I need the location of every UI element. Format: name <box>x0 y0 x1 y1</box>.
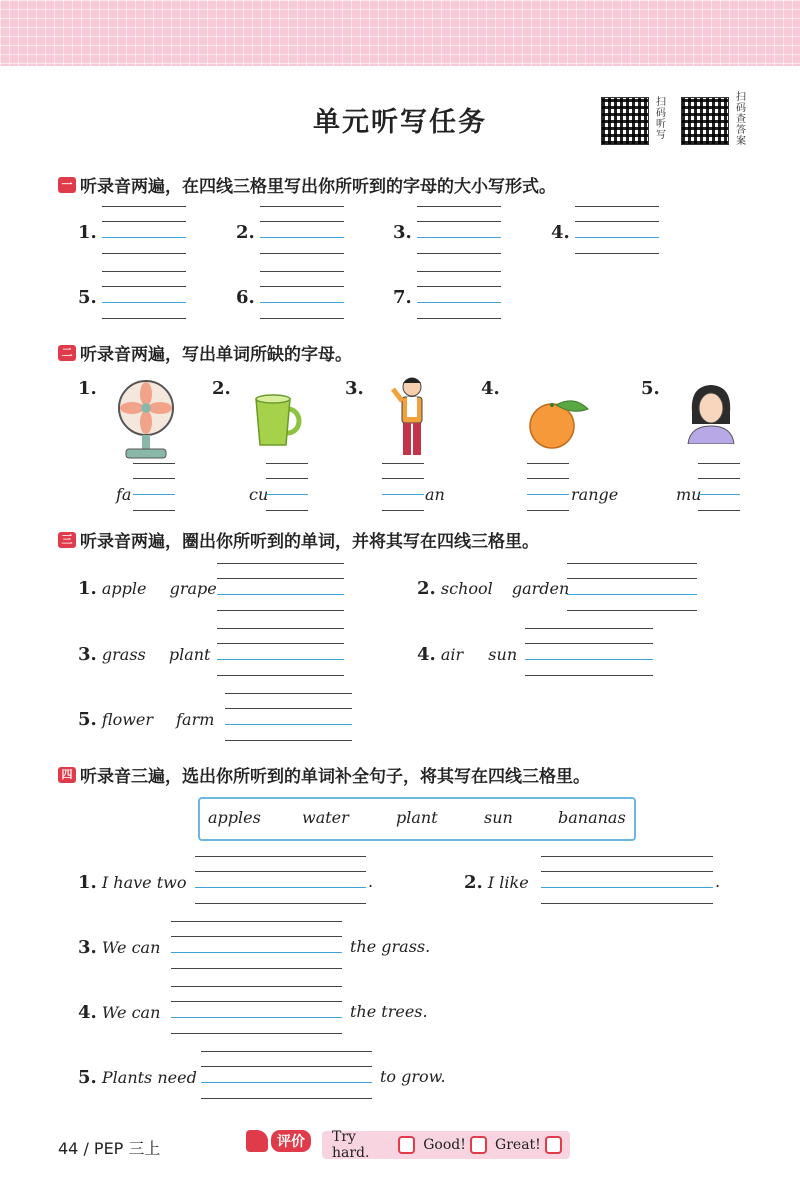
writing-lines[interactable] <box>541 856 713 904</box>
item-number: 3. <box>345 378 364 399</box>
orange-icon <box>528 395 592 451</box>
word-fragment: an <box>425 485 445 504</box>
item-number: 7. <box>393 287 412 308</box>
header-band <box>0 0 800 66</box>
choice-word[interactable]: garden <box>511 579 570 598</box>
writing-lines[interactable] <box>102 206 186 254</box>
sentence-row: 5. Plants need <box>78 1067 197 1088</box>
choice-word[interactable]: plant <box>168 645 211 664</box>
sentence-text: to grow. <box>380 1067 446 1086</box>
fan-icon <box>112 378 182 462</box>
choice-word[interactable]: air <box>440 645 464 664</box>
good-checkbox[interactable] <box>470 1136 487 1154</box>
try-hard-checkbox[interactable] <box>398 1136 415 1154</box>
choice-word[interactable]: sun <box>488 645 518 664</box>
section-badge: 四 <box>58 767 76 783</box>
item-number: 5. <box>641 378 660 399</box>
choice-word[interactable]: grape <box>169 579 217 598</box>
sentence-text: . <box>368 872 374 891</box>
item-number: 1. <box>78 378 97 399</box>
sentence-row: 2. I like <box>464 872 529 893</box>
word-fragment: range <box>571 485 619 504</box>
writing-lines[interactable] <box>171 986 342 1034</box>
writing-lines[interactable] <box>527 463 569 511</box>
thumbs-up-icon <box>246 1130 268 1152</box>
writing-lines[interactable] <box>382 463 424 511</box>
question-row: 5. flower farm <box>78 709 215 730</box>
section-1-instruction <box>58 172 556 197</box>
section-badge: 二 <box>58 345 76 361</box>
question-row: 3. grass plant <box>78 644 211 665</box>
question-row: 1. apple grape <box>78 578 217 599</box>
sentence-text: the grass. <box>350 937 431 956</box>
qr-code-icon <box>681 97 729 145</box>
word-bank-item: plant <box>396 808 438 827</box>
page-title: 单元听写任务 <box>313 107 487 138</box>
question-row: 2. school garden <box>417 578 570 599</box>
choice-word[interactable]: farm <box>176 710 215 729</box>
sentence-text: I have two <box>101 873 187 892</box>
evaluation-label: 评价 <box>246 1130 311 1152</box>
writing-lines[interactable] <box>133 463 175 511</box>
writing-lines[interactable] <box>525 628 653 676</box>
sentence-text: Plants need <box>101 1068 197 1087</box>
writing-lines[interactable] <box>201 1051 372 1099</box>
writing-lines[interactable] <box>217 628 344 676</box>
writing-lines[interactable] <box>260 206 344 254</box>
section-4-instruction <box>58 762 590 787</box>
choice-word[interactable]: apple <box>101 579 147 598</box>
cup-icon <box>250 393 306 451</box>
writing-lines[interactable] <box>260 271 344 319</box>
sentence-text: the trees. <box>350 1002 428 1021</box>
instruction-text: 听录音两遍，写出单词所缺的字母。 <box>80 345 352 365</box>
section-3-instruction <box>58 527 539 552</box>
item-number: 2. <box>212 378 231 399</box>
word-fragment: cu <box>249 485 269 504</box>
section-badge: 三 <box>58 532 76 548</box>
sentence-row: 3. We can <box>78 937 161 958</box>
sentence-text: . <box>715 872 721 891</box>
word-bank-item: apples <box>208 808 261 827</box>
qr-label-answers: 扫码查答案 <box>736 92 746 147</box>
instruction-text: 听录音两遍，在四线三格里写出你所听到的字母的大小写形式。 <box>80 177 556 197</box>
sentence-row: 1. I have two <box>78 872 187 893</box>
writing-lines[interactable] <box>575 206 659 254</box>
item-number: 4. <box>481 378 500 399</box>
eval-option-label: Try hard. <box>332 1129 370 1161</box>
writing-lines[interactable] <box>567 563 697 611</box>
item-number: 3. <box>393 222 412 243</box>
choice-word[interactable]: flower <box>101 710 154 729</box>
eval-option-label: Good! <box>423 1137 466 1153</box>
word-fragment: fa <box>116 485 132 504</box>
word-bank-item: water <box>302 808 349 827</box>
woman-icon <box>684 382 738 444</box>
choice-word[interactable]: school <box>440 579 493 598</box>
instruction-text: 听录音三遍，选出你所听到的单词补全句子，将其写在四线三格里。 <box>80 767 590 787</box>
evaluation-options <box>322 1131 570 1159</box>
item-number: 2. <box>236 222 255 243</box>
item-number: 4. <box>551 222 570 243</box>
qr-code-icon <box>601 97 649 145</box>
section-2-instruction <box>58 340 352 365</box>
question-row: 4. air sun <box>417 644 518 665</box>
word-bank-item: bananas <box>558 808 626 827</box>
writing-lines[interactable] <box>266 463 308 511</box>
sentence-text: I like <box>487 873 529 892</box>
sentence-row: 4. We can <box>78 1002 161 1023</box>
writing-lines[interactable] <box>417 271 501 319</box>
word-bank-item: sun <box>484 808 513 827</box>
qr-label-dictation: 扫码听写 <box>656 97 666 141</box>
writing-lines[interactable] <box>417 206 501 254</box>
word-fragment: mu <box>676 485 702 504</box>
great-checkbox[interactable] <box>545 1136 562 1154</box>
word-bank <box>198 797 636 841</box>
sentence-text: We can <box>101 938 161 957</box>
item-number: 6. <box>236 287 255 308</box>
man-icon <box>390 375 434 461</box>
item-number: 1. <box>78 222 97 243</box>
sentence-text: We can <box>101 1003 161 1022</box>
eval-option-label: Great! <box>495 1137 541 1153</box>
section-badge: 一 <box>58 177 76 193</box>
writing-lines[interactable] <box>225 693 352 741</box>
instruction-text: 听录音两遍，圈出你所听到的单词，并将其写在四线三格里。 <box>80 532 539 552</box>
writing-lines[interactable] <box>171 921 342 969</box>
choice-word[interactable]: grass <box>101 645 146 664</box>
item-number: 5. <box>78 287 97 308</box>
writing-lines[interactable] <box>217 563 344 611</box>
writing-lines[interactable] <box>698 463 740 511</box>
writing-lines[interactable] <box>102 271 186 319</box>
writing-lines[interactable] <box>195 856 366 904</box>
page-number: 44 / PEP 三上 <box>58 1139 161 1158</box>
